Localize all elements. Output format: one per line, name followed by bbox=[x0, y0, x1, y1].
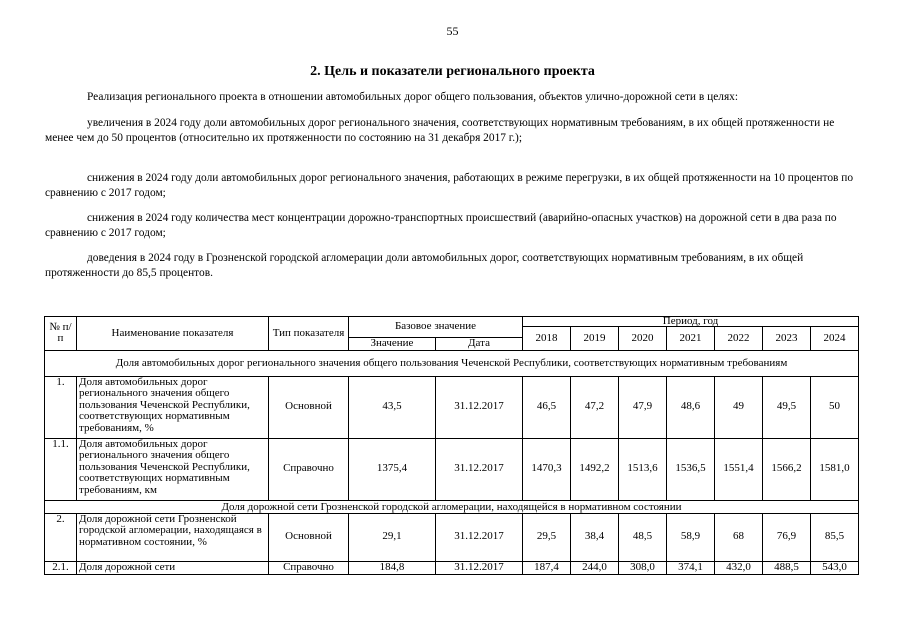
row-value: 1470,3 bbox=[523, 438, 571, 500]
header-base: Базовое значение bbox=[349, 317, 523, 338]
row-value: 46,5 bbox=[523, 376, 571, 438]
row-value: 85,5 bbox=[811, 513, 859, 561]
table-row bbox=[45, 561, 859, 574]
row-num: 2.1. bbox=[45, 561, 77, 574]
row-value: 308,0 bbox=[619, 561, 667, 574]
header-base-date: Дата bbox=[436, 338, 523, 351]
row-value: 1551,4 bbox=[715, 438, 763, 500]
row-value: 48,5 bbox=[619, 513, 667, 561]
header-year: 2023 bbox=[763, 327, 811, 351]
group-title-2: Доля дорожной сети Грозненской городской агломерации, находящейся в нормативном состоянии bbox=[45, 500, 859, 513]
goal-paragraph-2: снижения в 2024 году доли автомобильных дорог регионального значения, работающих в режиме перегрузки, в их общей протяженности на 10 процентов по сравнению с 2017 годом; bbox=[45, 172, 854, 199]
row-value: 543,0 bbox=[811, 561, 859, 574]
row-num: 1.1. bbox=[45, 438, 77, 500]
row-value: 374,1 bbox=[667, 561, 715, 574]
row-value: 76,9 bbox=[763, 513, 811, 561]
row-type: Основной bbox=[269, 376, 349, 438]
group-row-2 bbox=[45, 500, 859, 513]
header-year: 2018 bbox=[523, 327, 571, 351]
goal-paragraph-3: снижения в 2024 году количества мест концентрации дорожно-транспортных происшествий (аварийно-опасных участков) на дорожной сети в два раза по сравнению с 2017 годом; bbox=[45, 212, 837, 239]
row-value: 58,9 bbox=[667, 513, 715, 561]
row-value: 187,4 bbox=[523, 561, 571, 574]
header-year: 2019 bbox=[571, 327, 619, 351]
row-base-value: 184,8 bbox=[349, 561, 436, 574]
row-base-date: 31.12.2017 bbox=[436, 513, 523, 561]
header-name: Наименование показателя bbox=[77, 317, 269, 351]
header-num: № п/п bbox=[45, 317, 77, 351]
row-base-date: 31.12.2017 bbox=[436, 561, 523, 574]
row-value: 432,0 bbox=[715, 561, 763, 574]
indicators-table bbox=[44, 316, 859, 575]
header-type: Тип показателя bbox=[269, 317, 349, 351]
row-value: 29,5 bbox=[523, 513, 571, 561]
row-value: 48,6 bbox=[667, 376, 715, 438]
group-row-1 bbox=[45, 350, 859, 376]
row-value: 488,5 bbox=[763, 561, 811, 574]
row-value: 38,4 bbox=[571, 513, 619, 561]
row-base-value: 43,5 bbox=[349, 376, 436, 438]
row-value: 49 bbox=[715, 376, 763, 438]
row-type: Справочно bbox=[269, 438, 349, 500]
row-num: 1. bbox=[45, 376, 77, 438]
row-name: Доля автомобильных дорог регионального значения общего пользования Чеченской Республики, соответствующих нормативным требованиям, км bbox=[77, 438, 269, 500]
row-name: Доля дорожной сети Грозненской городской агломерации, находящаяся в нормативном состоянии, % bbox=[77, 513, 269, 561]
row-base-date: 31.12.2017 bbox=[436, 438, 523, 500]
row-value: 1536,5 bbox=[667, 438, 715, 500]
row-num: 2. bbox=[45, 513, 77, 561]
header-period: Период, год bbox=[523, 317, 859, 327]
row-value: 47,2 bbox=[571, 376, 619, 438]
row-base-date: 31.12.2017 bbox=[436, 376, 523, 438]
row-base-value: 1375,4 bbox=[349, 438, 436, 500]
table-row bbox=[45, 376, 859, 438]
table-row bbox=[45, 438, 859, 500]
row-value: 244,0 bbox=[571, 561, 619, 574]
row-value: 1581,0 bbox=[811, 438, 859, 500]
row-value: 1513,6 bbox=[619, 438, 667, 500]
table-header-row bbox=[45, 317, 859, 327]
row-base-value: 29,1 bbox=[349, 513, 436, 561]
goal-paragraph-4: доведения в 2024 году в Грозненской городской агломерации доли автомобильных дорог, соответствующих нормативным требованиям, в их общей протяженности до 85,5 процентов. bbox=[45, 252, 804, 279]
row-type: Справочно bbox=[269, 561, 349, 574]
header-year: 2020 bbox=[619, 327, 667, 351]
row-value: 68 bbox=[715, 513, 763, 561]
header-base-value: Значение bbox=[349, 338, 436, 351]
row-name: Доля автомобильных дорог регионального значения общего пользования Чеченской Республики, соответствующих нормативным требованиям, % bbox=[77, 376, 269, 438]
intro-paragraph: Реализация регионального проекта в отношении автомобильных дорог общего пользования, объектов улично-дорожной сети в целях: bbox=[87, 91, 739, 103]
row-value: 1492,2 bbox=[571, 438, 619, 500]
goal-paragraph-1: увеличения в 2024 году доли автомобильных дорог регионального значения, соответствующих нормативным требованиям, в их общей протяженности не менее чем до 50 процентов (относительно их протяженности по состоянию на 31 декабря 2017 г.); bbox=[45, 117, 835, 144]
section-title: 2. Цель и показатели регионального проекта bbox=[310, 64, 595, 79]
page-number: 55 bbox=[446, 24, 459, 38]
group-title-1: Доля автомобильных дорог регионального значения общего пользования Чеченской Республики, соответствующих нормативным требованиям bbox=[45, 350, 859, 376]
table-row bbox=[45, 513, 859, 561]
row-value: 47,9 bbox=[619, 376, 667, 438]
row-value: 49,5 bbox=[763, 376, 811, 438]
row-name: Доля дорожной сети bbox=[77, 561, 269, 574]
header-year: 2022 bbox=[715, 327, 763, 351]
header-year: 2024 bbox=[811, 327, 859, 351]
row-value: 1566,2 bbox=[763, 438, 811, 500]
row-type: Основной bbox=[269, 513, 349, 561]
row-value: 50 bbox=[811, 376, 859, 438]
header-year: 2021 bbox=[667, 327, 715, 351]
